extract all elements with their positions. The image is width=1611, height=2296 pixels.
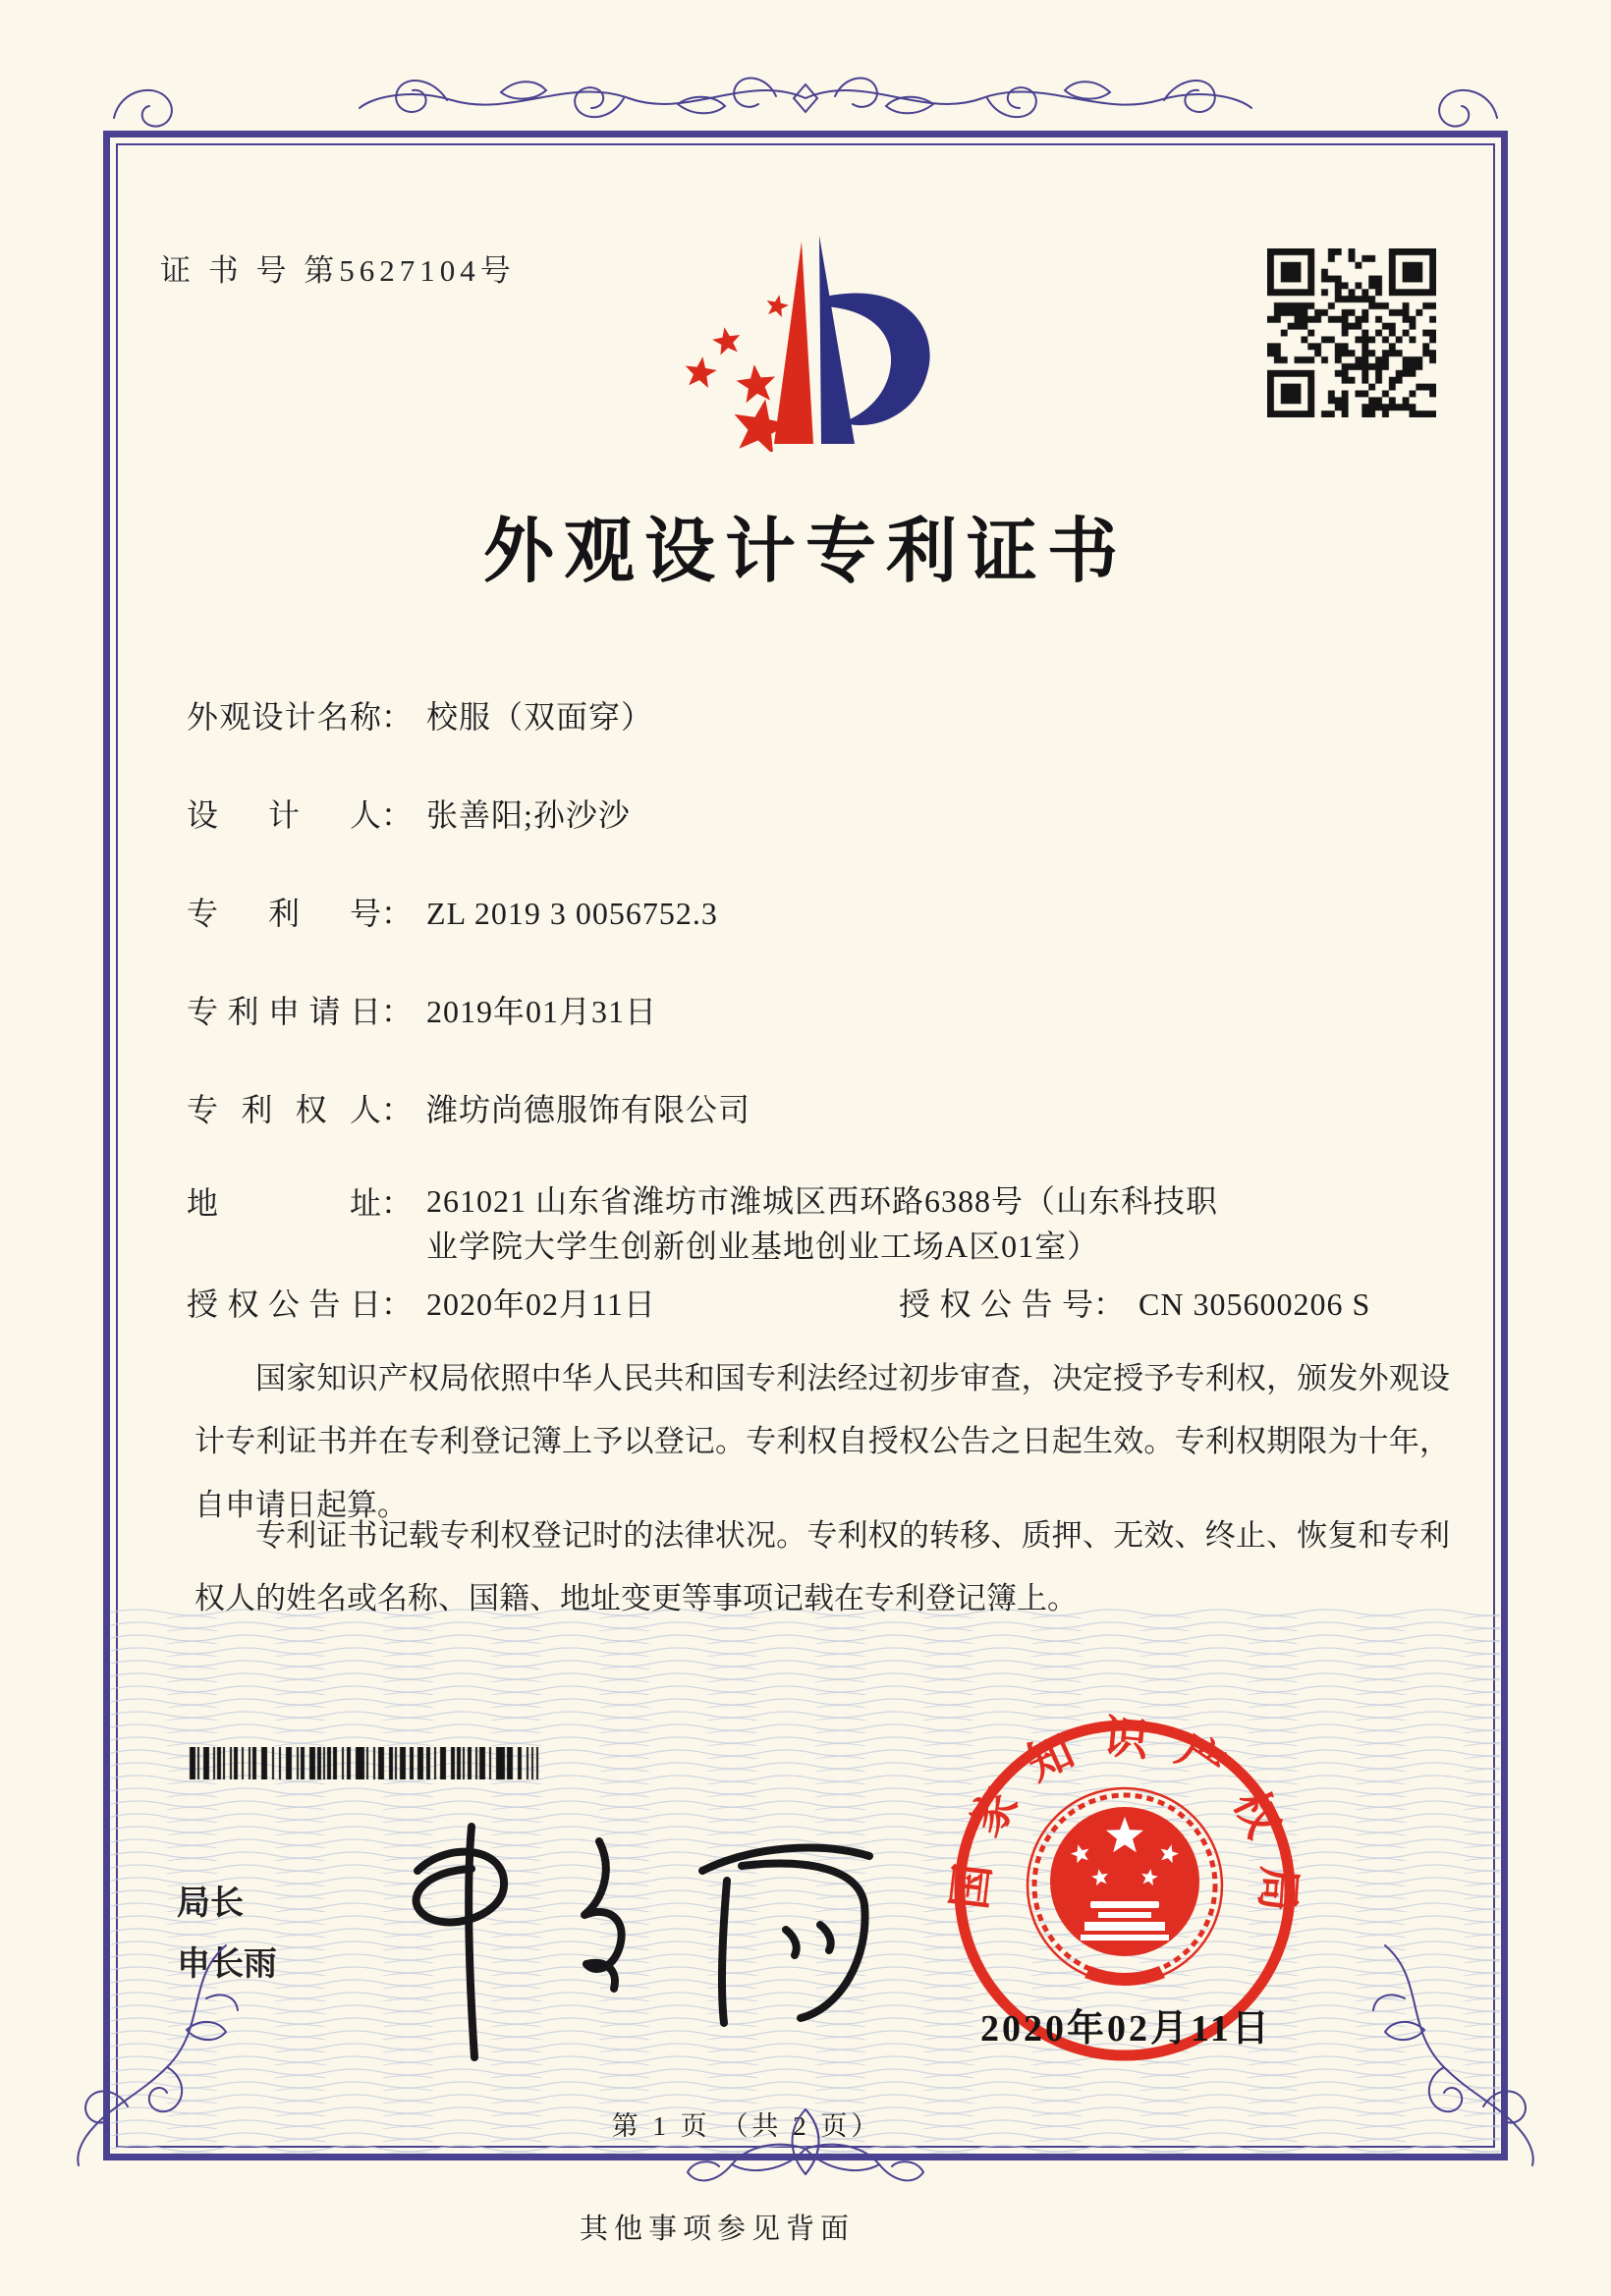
field-row-grant — [187, 1280, 1371, 1325]
field-colon: ： — [381, 896, 414, 931]
field-row-filing-date — [187, 987, 657, 1032]
qr-code — [1267, 248, 1436, 417]
field-label: 设计人 — [187, 797, 381, 833]
back-side-note: 其他事项参见背面 — [579, 2214, 855, 2245]
field-label: 授权公告日 — [187, 1286, 381, 1322]
field-label: 专利申请日 — [187, 994, 381, 1029]
field-row-design-name — [187, 692, 653, 738]
field-value: 潍坊尚德服饰有限公司 — [426, 1092, 751, 1127]
top-left-curl-ornament — [110, 73, 179, 132]
field-colon: ： — [381, 994, 414, 1029]
field-colon: ： — [381, 699, 414, 735]
field-colon: ： — [381, 1286, 414, 1322]
signature-script — [378, 1812, 899, 2077]
signer-name: 申长雨 — [177, 1945, 277, 1983]
field-label: 专利号 — [187, 896, 381, 931]
field-label: 专利权人 — [187, 1092, 381, 1127]
field-row-address — [187, 1178, 1438, 1270]
bottom-left-flourish-ornament — [69, 1940, 241, 2170]
cnipa-logo-icon — [676, 236, 951, 452]
top-scroll-ornament — [354, 55, 1257, 139]
field-value: 2019年01月31日 — [426, 994, 658, 1029]
address-line-1: 261021 山东省潍坊市潍城区西环路6388号（山东科技职 — [426, 1183, 1219, 1219]
signer-title: 局长 — [177, 1885, 244, 1922]
field-colon: ： — [381, 1092, 414, 1127]
field-row-designer — [187, 791, 631, 836]
field-value: 校服（双面穿） — [426, 699, 654, 735]
field-value — [426, 1178, 1438, 1270]
page-title: 外观设计专利证书 — [482, 513, 1128, 591]
top-right-curl-ornament — [1432, 73, 1501, 132]
field-colon: ： — [1093, 1286, 1126, 1322]
seal-ring-text: 国家知识产权局 — [944, 1711, 1305, 1939]
field-value: 2020年02月11日 — [426, 1286, 656, 1322]
field-label: 地址 — [187, 1185, 381, 1221]
field-row-patentee — [187, 1085, 750, 1130]
body-paragraph-1: 国家知识产权局依照中华人民共和国专利法经过初步审查，决定授予专利权，颁发外观设计专利证书并在专利登记簿上予以登记。专利权自授权公告之日起生效。专利权期限为十年，自申请日起算。 — [194, 1361, 1450, 1522]
national-emblem-icon — [1028, 1788, 1222, 1986]
bottom-center-ornament — [678, 2102, 933, 2200]
bottom-right-flourish-ornament — [1370, 1940, 1542, 2170]
field-label: 外观设计名称 — [187, 699, 381, 735]
address-line-2: 业学院大学生创新创业基地创业工场A区01室） — [426, 1229, 1100, 1265]
seal-date: 2020年02月11日 — [980, 2008, 1272, 2050]
barcode — [189, 1747, 544, 1779]
page-number: 第 1 页 （共 2 页） — [611, 2111, 882, 2141]
field-value: 张善阳;孙沙沙 — [426, 797, 631, 833]
field-colon: ： — [381, 797, 414, 833]
grant-number-group — [899, 1280, 1370, 1325]
certificate-number: 证 书 号 第5627104号 — [160, 253, 516, 288]
field-row-patent-no — [187, 889, 718, 934]
field-colon: ： — [381, 1185, 414, 1221]
field-value: ZL 2019 3 0056752.3 — [426, 896, 718, 931]
body-paragraph-2: 专利证书记载专利权登记时的法律状况。专利权的转移、质押、无效、终止、恢复和专利权人的姓名或名称、国籍、地址变更等事项记载在专利登记簿上。 — [194, 1518, 1450, 1616]
field-label: 授权公告号 — [899, 1286, 1093, 1322]
field-value: CN 305600206 S — [1139, 1286, 1371, 1322]
